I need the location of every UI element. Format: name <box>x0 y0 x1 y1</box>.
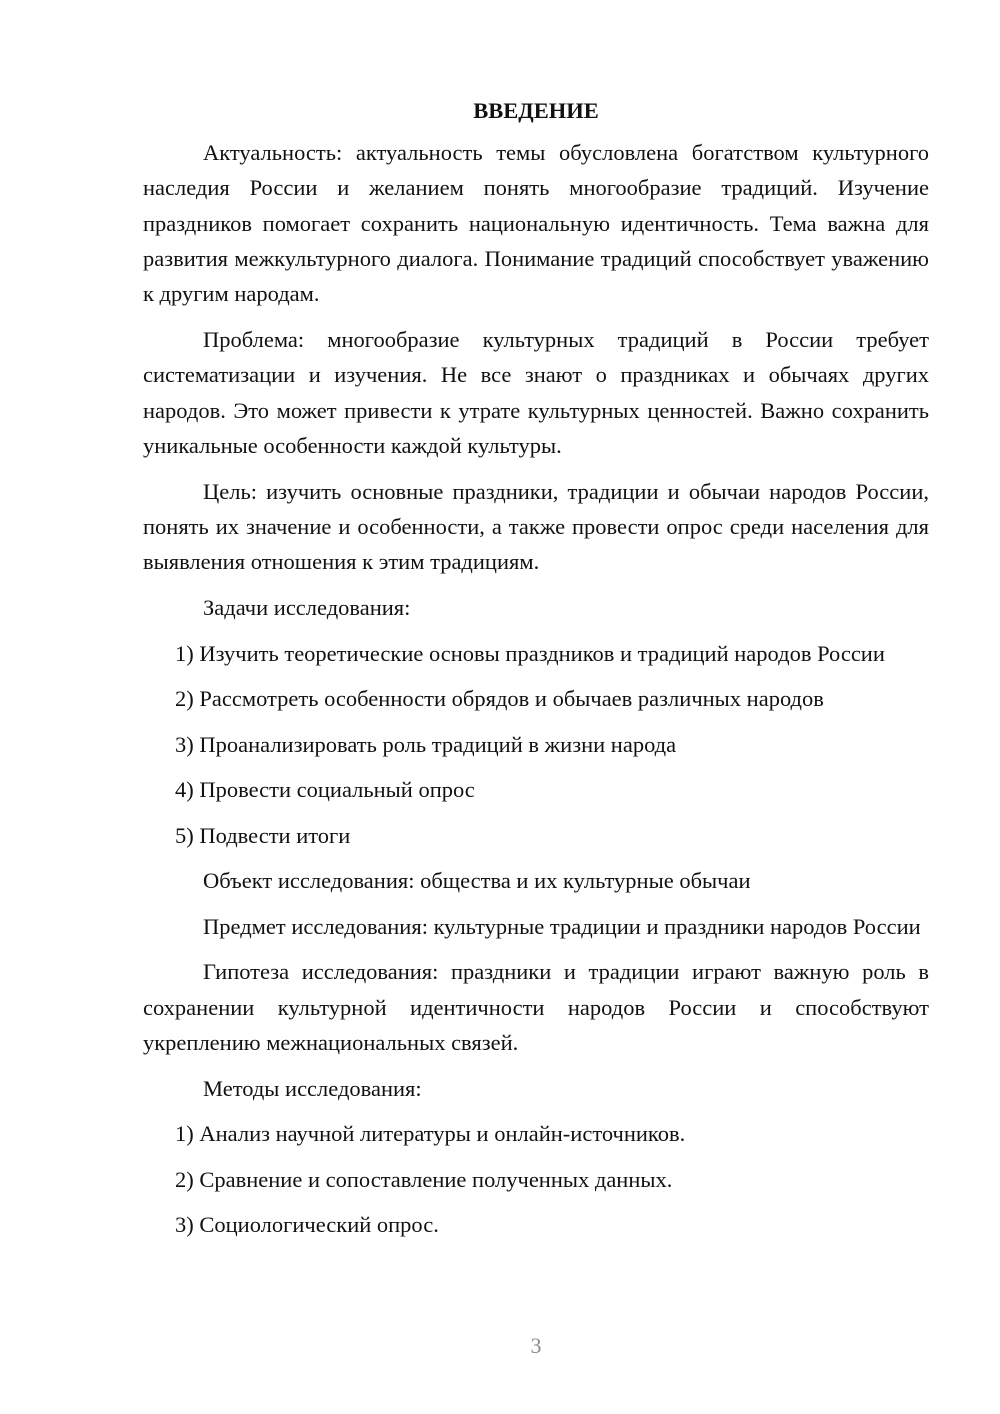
task-item: 4) Провести социальный опрос <box>175 777 475 803</box>
hypothesis-paragraph: Гипотеза исследования: праздники и традиции играют важную роль в сохранении культурной идентичности народов России и способствуют укреплению межнациональных связей. <box>143 959 929 1055</box>
actuality-paragraph: Актуальность: актуальность темы обусловлена богатством культурного наследия России и желанием понять многообразие традиций. Изучение праздников помогает сохранить национальную идентичность. Тема важна для развития межкультурного диалога. Понимание традиций способствует уважению к другим народам. <box>143 140 929 307</box>
method-item: 3) Социологический опрос. <box>175 1212 439 1238</box>
page-content <box>143 97 929 1253</box>
task-item: 1) Изучить теоретические основы праздников и традиций народов России <box>175 640 885 666</box>
method-item: 2) Сравнение и сопоставление полученных данных. <box>175 1166 673 1192</box>
goal-paragraph: Цель: изучить основные праздники, традиции и обычаи народов России, понять их значение и особенности, а также провести опрос среди населения для выявления отношения к этим традициям. <box>143 478 929 575</box>
task-item: 2) Рассмотреть особенности обрядов и обычаев различных народов <box>175 686 824 712</box>
page-number: 3 <box>530 1333 542 1358</box>
method-item: 1) Анализ научной литературы и онлайн-источников. <box>175 1121 686 1147</box>
object-paragraph: Объект исследования: общества и их культурные обычаи <box>203 868 751 894</box>
subject-paragraph: Предмет исследования: культурные традиции и праздники народов России <box>203 913 921 939</box>
problem-paragraph: Проблема: многообразие культурных традиций в России требует систематизации и изучения. Не все знают о праздниках и обычаях других народов. Это может привести к утрате культурных ценностей. Важно сохранить уникальные особенности каждой культуры. <box>143 326 929 458</box>
section-title: ВВЕДЕНИЕ <box>473 98 599 123</box>
task-item: 5) Подвести итоги <box>175 822 351 848</box>
methods-heading: Методы исследования: <box>203 1075 422 1101</box>
tasks-heading: Задачи исследования: <box>203 595 411 621</box>
task-item: 3) Проанализировать роль традиций в жизни народа <box>175 731 677 757</box>
